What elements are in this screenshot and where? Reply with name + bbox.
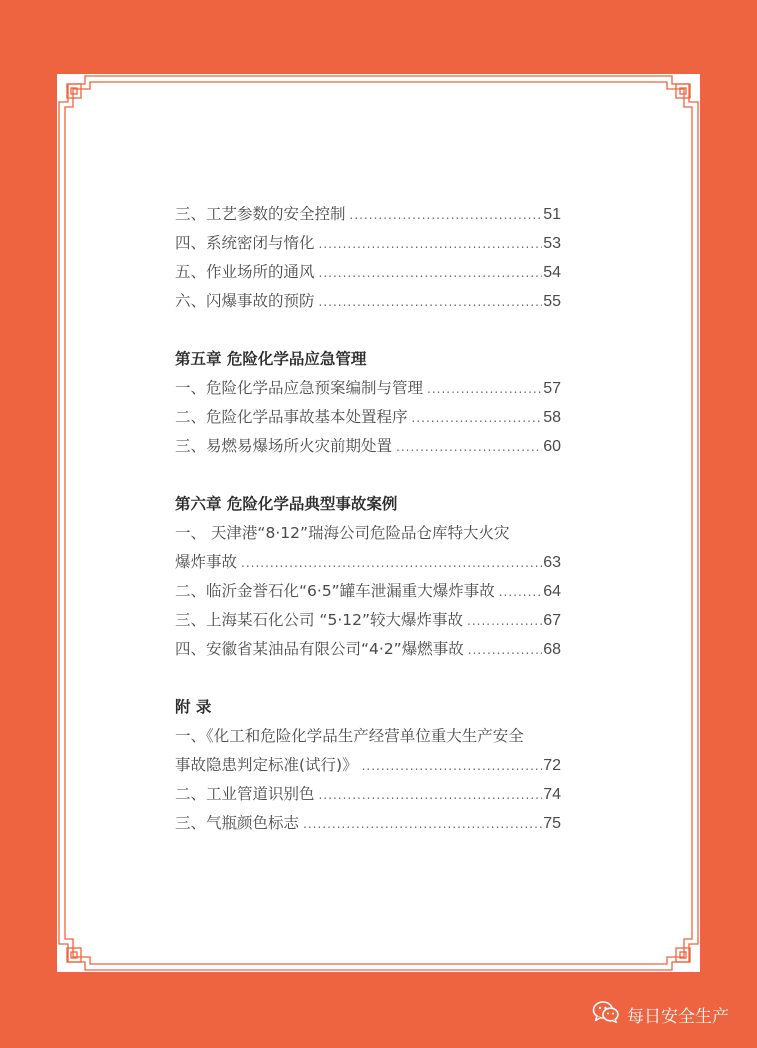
chapter-heading: 第六章 危险化学品典型事故案例 xyxy=(175,495,398,513)
toc-entry-line[interactable]: 一、 天津港“8·12”瑞海公司危险品仓库特大火灾 xyxy=(175,524,510,542)
chapter-heading: 第五章 危险化学品应急管理 xyxy=(175,350,367,368)
watermark-text: 每日安全生产 xyxy=(627,1006,729,1027)
appendix-heading: 附 录 xyxy=(175,698,212,716)
toc-entry[interactable]: 事故隐患判定标准(试行)》 ..... 72 xyxy=(175,751,561,780)
toc-entry[interactable]: 五、作业场所的通风 ..... 54 xyxy=(175,258,561,287)
toc-entry[interactable]: 三、上海某石化公司 “5·12”较大爆炸事故 ..... 67 xyxy=(175,606,561,635)
toc-entry[interactable]: 六、闪爆事故的预防 ..... 55 xyxy=(175,287,561,316)
toc-entry[interactable]: 三、气瓶颜色标志 ..... 75 xyxy=(175,809,561,838)
toc-entry[interactable]: 四、系统密闭与惰化 ..... 53 xyxy=(175,229,561,258)
toc-entry[interactable]: 四、安徽省某油品有限公司“4·2”爆燃事故 ..... 68 xyxy=(175,635,561,664)
table-of-contents xyxy=(175,200,561,838)
watermark xyxy=(592,1001,729,1027)
wechat-icon xyxy=(592,1000,620,1029)
toc-entry[interactable]: 三、工艺参数的安全控制 ..... 51 xyxy=(175,200,561,229)
toc-entry[interactable]: 二、临沂金誉石化“6·5”罐车泄漏重大爆炸事故 ..... 64 xyxy=(175,577,561,606)
toc-entry[interactable]: 一、危险化学品应急预案编制与管理 ..... 57 xyxy=(175,374,561,403)
toc-entry[interactable]: 二、危险化学品事故基本处置程序 ..... 58 xyxy=(175,403,561,432)
toc-entry[interactable]: 三、易燃易爆场所火灾前期处置 ..... 60 xyxy=(175,432,561,461)
toc-entry[interactable]: 二、工业管道识别色 ..... 74 xyxy=(175,780,561,809)
toc-entry[interactable]: 爆炸事故 ..... 63 xyxy=(175,548,561,577)
toc-page xyxy=(57,74,700,972)
toc-entry-line[interactable]: 一、《化工和危险化学品生产经营单位重大生产安全 xyxy=(175,727,524,745)
